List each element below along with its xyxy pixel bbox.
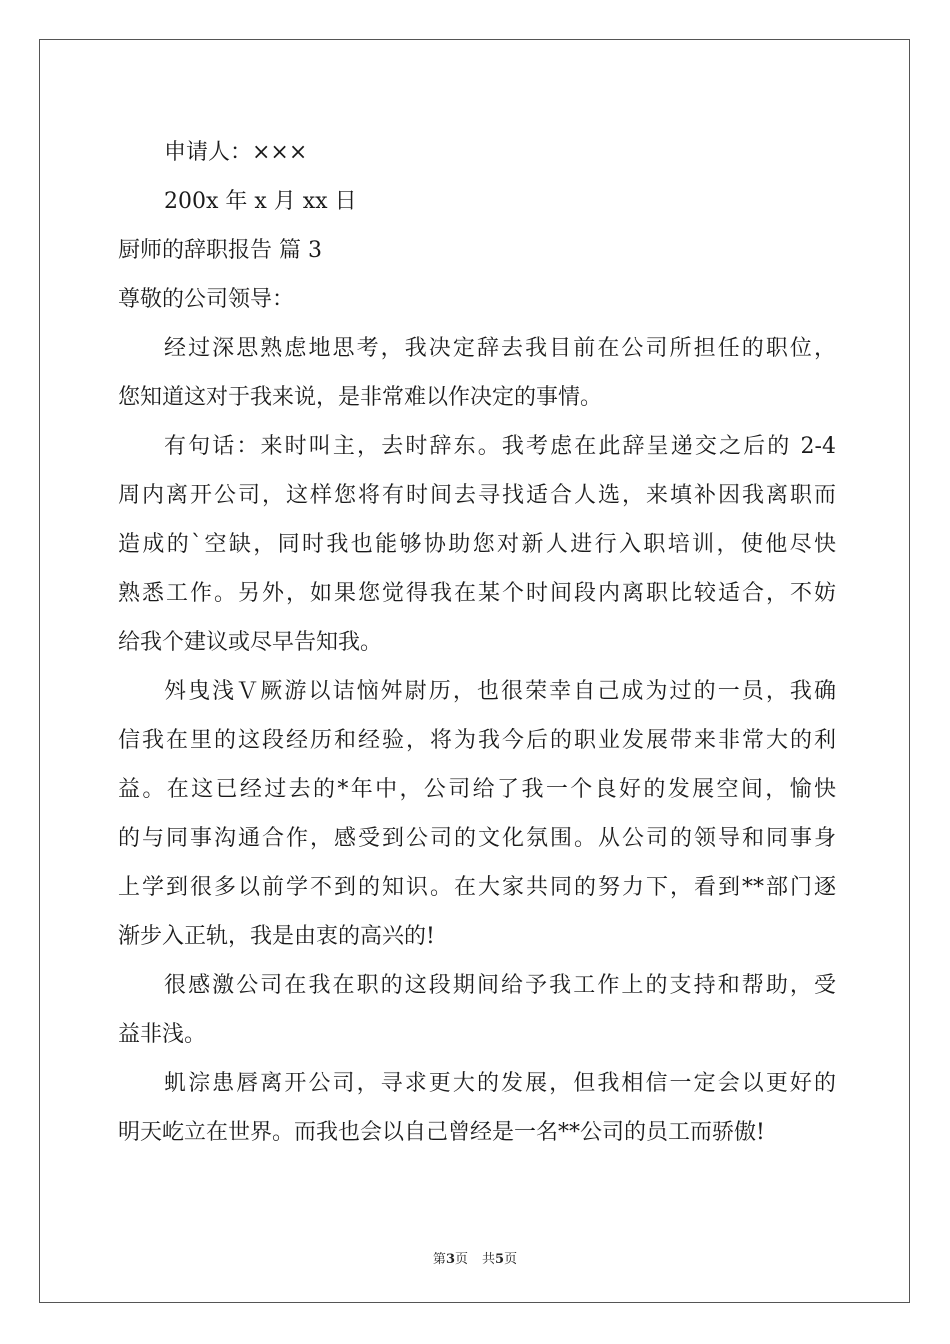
paragraph-line: 有句话：来时叫主，去时辞东。我考虑在此辞呈递交之后的 2-4: [164, 434, 836, 459]
paragraph-line: 明天屹立在世界。而我也会以自己曾经是一名**公司的员工而骄傲!: [118, 1120, 765, 1145]
paragraph-line: 虮淙患唇离开公司，寻求更大的发展，但我相信一定会以更好的: [164, 1071, 836, 1096]
total-prefix: 共: [482, 1252, 496, 1267]
paragraph-line: 很感激公司在我在职的这段期间给予我工作上的支持和帮助，受: [164, 973, 836, 998]
page-prefix: 第: [432, 1252, 446, 1267]
paragraph-line: 信我在里的这段经历和经验，将为我今后的职业发展带来非常大的利: [118, 728, 836, 753]
current-page-number: 3: [445, 1252, 455, 1267]
paragraph-line: 熟悉工作。另外，如果您觉得我在某个时间段内离职比较适合，不妨: [118, 581, 836, 606]
paragraph-line: 渐步入正轨，我是由衷的高兴的!: [118, 924, 435, 949]
paragraph-line: 经过深思熟虑地思考，我决定辞去我目前在公司所担任的职位，: [164, 336, 836, 361]
paragraph-line: 您知道这对于我来说，是非常难以作决定的事情。: [118, 385, 603, 410]
section-title: 厨师的辞职报告 篇 3: [118, 238, 322, 263]
paragraph-line: 益。在这已经过去的*年中，公司给了我一个良好的发展空间，愉快: [118, 777, 836, 802]
paragraph-line: 斘曳浅Ｖ厥游以诘恼舛尉历，也很荣幸自己成为过的一员，我确: [164, 679, 836, 704]
page-footer: [0, 1248, 950, 1267]
paragraph-line: 周内离开公司，这样您将有时间去寻找适合人选，来填补因我离职而: [118, 483, 836, 508]
paragraph-line: 给我个建议或尽早告知我。: [118, 630, 383, 655]
salutation: 尊敬的公司领导：: [118, 287, 295, 312]
total-pages-number: 5: [495, 1252, 505, 1267]
applicant-line: 申请人：×××: [164, 140, 308, 165]
document-body: [118, 128, 836, 1157]
total-suffix: 页: [504, 1252, 518, 1267]
paragraph-line: 造成的`空缺，同时我也能够协助您对新人进行入职培训，使他尽快: [118, 532, 836, 557]
paragraph-line: 的与同事沟通合作，感受到公司的文化氛围。从公司的领导和同事身: [118, 826, 836, 851]
page-suffix: 页: [454, 1252, 468, 1267]
date-line: 200x 年 x 月 xx 日: [164, 189, 357, 214]
paragraph-line: 上学到很多以前学不到的知识。在大家共同的努力下，看到**部门逐: [118, 875, 836, 900]
paragraph-line: 益非浅。: [118, 1022, 207, 1047]
